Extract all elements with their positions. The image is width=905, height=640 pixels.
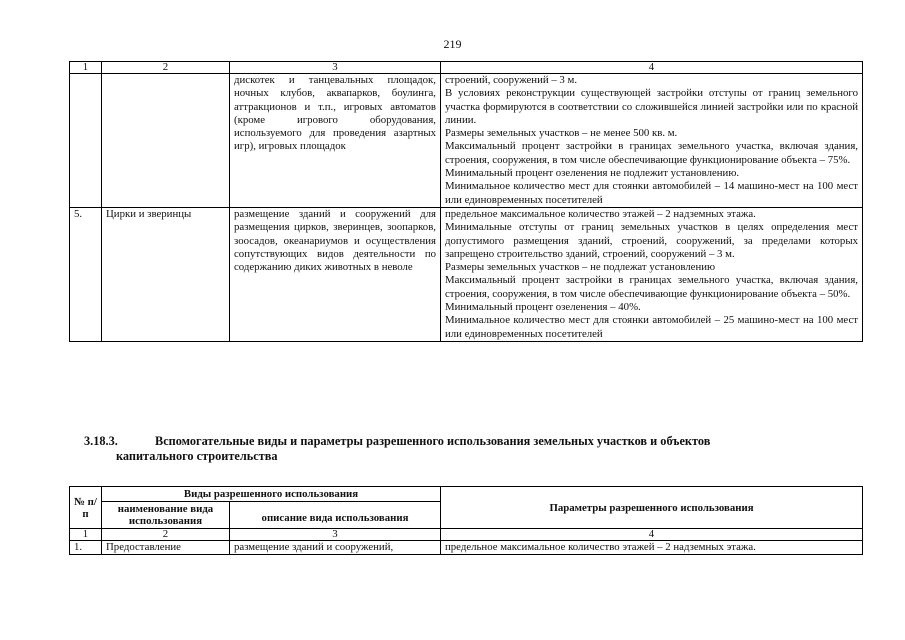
header-parameters: Параметры разрешенного использования <box>441 487 863 529</box>
param-line: Максимальный процент застройки в границах земельного участка, включая здания, строения, сооружения, в том числе обеспечивающие функционирование объекта – 75%. <box>445 140 858 166</box>
col-num-4: 4 <box>441 529 863 541</box>
row-number-cell: 5. <box>70 207 102 341</box>
table-row <box>70 207 863 341</box>
header-use-name: наименование вида использования <box>102 502 230 529</box>
header-use-description: описание вида использования <box>230 502 441 529</box>
column-number-row <box>70 529 863 541</box>
parameters-table-continued <box>69 61 863 342</box>
page-number: 219 <box>443 37 462 51</box>
param-line: строений, сооружений – 3 м. <box>445 74 578 86</box>
row-number-cell <box>70 74 102 208</box>
col-num-1: 1 <box>70 529 102 541</box>
section-heading <box>84 434 854 464</box>
col-num-3: 3 <box>230 529 441 541</box>
param-line: Минимальное количество мест для стоянки автомобилей – 25 машино-мест на 100 мест или единовременных посетителей <box>445 314 858 340</box>
use-name-cell <box>102 74 230 208</box>
table-row <box>70 541 863 555</box>
auxiliary-uses-table <box>69 486 863 555</box>
use-parameters-cell <box>441 74 863 208</box>
use-parameters-cell <box>441 207 863 341</box>
use-description-cell: размещение зданий и сооружений, <box>230 541 441 555</box>
param-line: В условиях реконструкции существующей застройки отступы от границ земельного участка формируются в соответствии со сложившейся линией застройки или по красной линии. <box>445 87 858 126</box>
section-title-line1: Вспомогательные виды и параметры разрешенного использования земельных участков и объектов <box>155 434 711 448</box>
col-num-1: 1 <box>70 62 102 74</box>
table-row <box>70 74 863 208</box>
param-line: Минимальный процент озеленения не подлежит установлению. <box>445 167 740 180</box>
param-line: Минимальные отступы от границ земельных участков в целях определения мест допустимого размещения зданий, строений, сооружений, за пределами которых запрещено строительство зданий, строений, сооружений – 3 м. <box>445 221 858 260</box>
use-name-cell: Цирки и зверинцы <box>102 207 230 341</box>
use-description-cell: дискотек и танцевальных площадок, ночных клубов, аквапарков, боулинга, аттракционов и т.п., игровых автоматов (кроме игрового оборудования, используемого для проведения азартных игр), игровых площадок <box>230 74 441 208</box>
col-num-4: 4 <box>441 62 863 74</box>
col-num-2: 2 <box>102 529 230 541</box>
column-number-row <box>70 62 863 74</box>
param-line: предельное максимальное количество этажей – 2 надземных этажа. <box>445 207 756 220</box>
use-name-cell: Предоставление <box>102 541 230 555</box>
header-use-types: Виды разрешенного использования <box>102 487 441 502</box>
use-description-cell: размещение зданий и сооружений для размещения цирков, зверинцев, зоопарков, зоосадов, океанариумов и осуществления сопутствующих видов деятельности по содержанию диких животных в неволе <box>230 207 441 341</box>
col-num-3: 3 <box>230 62 441 74</box>
use-parameters-cell: предельное максимальное количество этажей – 2 надземных этажа. <box>441 541 863 555</box>
row-number-cell: 1. <box>70 541 102 555</box>
param-line: Размеры земельных участков – не менее 500 кв. м. <box>445 127 678 140</box>
col-num-2: 2 <box>102 62 230 74</box>
param-line: Размеры земельных участков – не подлежат установлению <box>445 261 716 274</box>
param-line: Максимальный процент застройки в границах земельного участка, включая здания, строения, сооружения, в том числе обеспечивающие функционирование объекта – 50%. <box>445 274 858 300</box>
section-title-line2: капитального строительства <box>116 449 278 463</box>
section-number: 3.18.3. <box>84 434 118 448</box>
param-line: Минимальный процент озеленения – 40%. <box>445 301 641 314</box>
param-line: Минимальное количество мест для стоянки автомобилей – 14 машино-мест на 100 мест или единовременных посетителей <box>445 180 858 206</box>
header-row-number: № п/п <box>70 487 102 529</box>
